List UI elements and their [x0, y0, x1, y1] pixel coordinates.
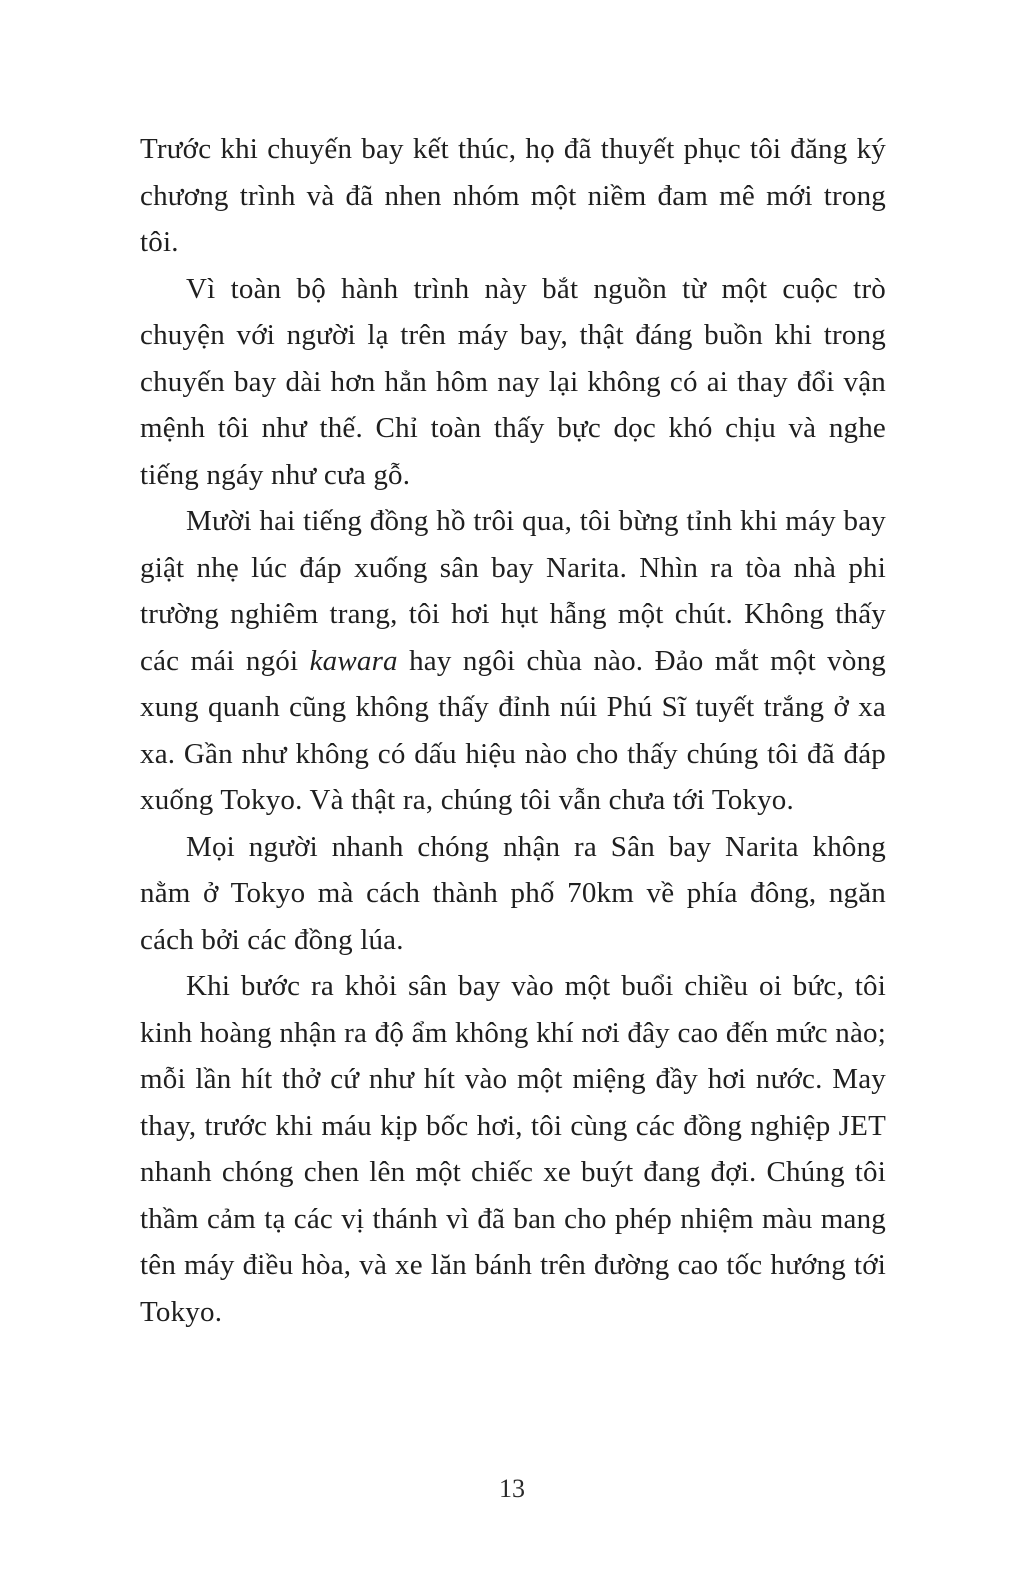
paragraph: [140, 498, 886, 824]
paragraph: [140, 266, 886, 499]
body-text: Trước khi chuyến bay kết thúc, họ đã thuyết phục tôi đăng ký chương trình và đã nhen nhóm một niềm đam mê mới trong tôi.: [140, 133, 886, 258]
paragraph: [140, 963, 886, 1335]
page-number: 13: [499, 1474, 525, 1503]
paragraph: [140, 824, 886, 964]
paragraph: [140, 126, 886, 266]
body-text: hay ngôi chùa nào. Đảo mắt một vòng xung quanh cũng không thấy đỉnh núi Phú Sĩ tuyết trắng ở xa xa. Gần như không có dấu hiệu nào cho thấy chúng tôi đã đáp xuống Tokyo. Và thật ra, chúng tôi vẫn chưa tới Tokyo.: [140, 644, 886, 816]
page-text: [140, 126, 886, 1335]
italic-text: kawara: [309, 644, 398, 677]
body-text: Mọi người nhanh chóng nhận ra Sân bay Narita không nằm ở Tokyo mà cách thành phố 70km về phía đông, ngăn cách bởi các đồng lúa.: [140, 830, 886, 956]
body-text: Mười hai tiếng đồng hồ trôi qua, tôi bừng tỉnh khi máy bay giật nhẹ lúc đáp xuống sân bay Narita. Nhìn ra tòa nhà phi trường nghiêm trang, tôi hơi hụt hẫng một chút. Không thấy các mái ngói: [140, 505, 886, 677]
body-text: Khi bước ra khỏi sân bay vào một buổi chiều oi bức, tôi kinh hoàng nhận ra độ ẩm không khí nơi đây cao đến mức nào; mỗi lần hít thở cứ như hít vào một miệng đầy hơi nước. May thay, trước khi máu kịp bốc hơi, tôi cùng các đồng nghiệp JET nhanh chóng chen lên một chiếc xe buýt đang đợi. Chúng tôi thầm cảm tạ các vị thánh vì đã ban cho phép nhiệm màu mang tên máy điều hòa, và xe lăn bánh trên đường cao tốc hướng tới Tokyo.: [140, 970, 886, 1328]
body-text: Vì toàn bộ hành trình này bắt nguồn từ một cuộc trò chuyện với người lạ trên máy bay, thật đáng buồn khi trong chuyến bay dài hơn hẳn hôm nay lại không có ai thay đổi vận mệnh tôi như thế. Chỉ toàn thấy bực dọc khó chịu và nghe tiếng ngáy như cưa gỗ.: [140, 272, 886, 491]
